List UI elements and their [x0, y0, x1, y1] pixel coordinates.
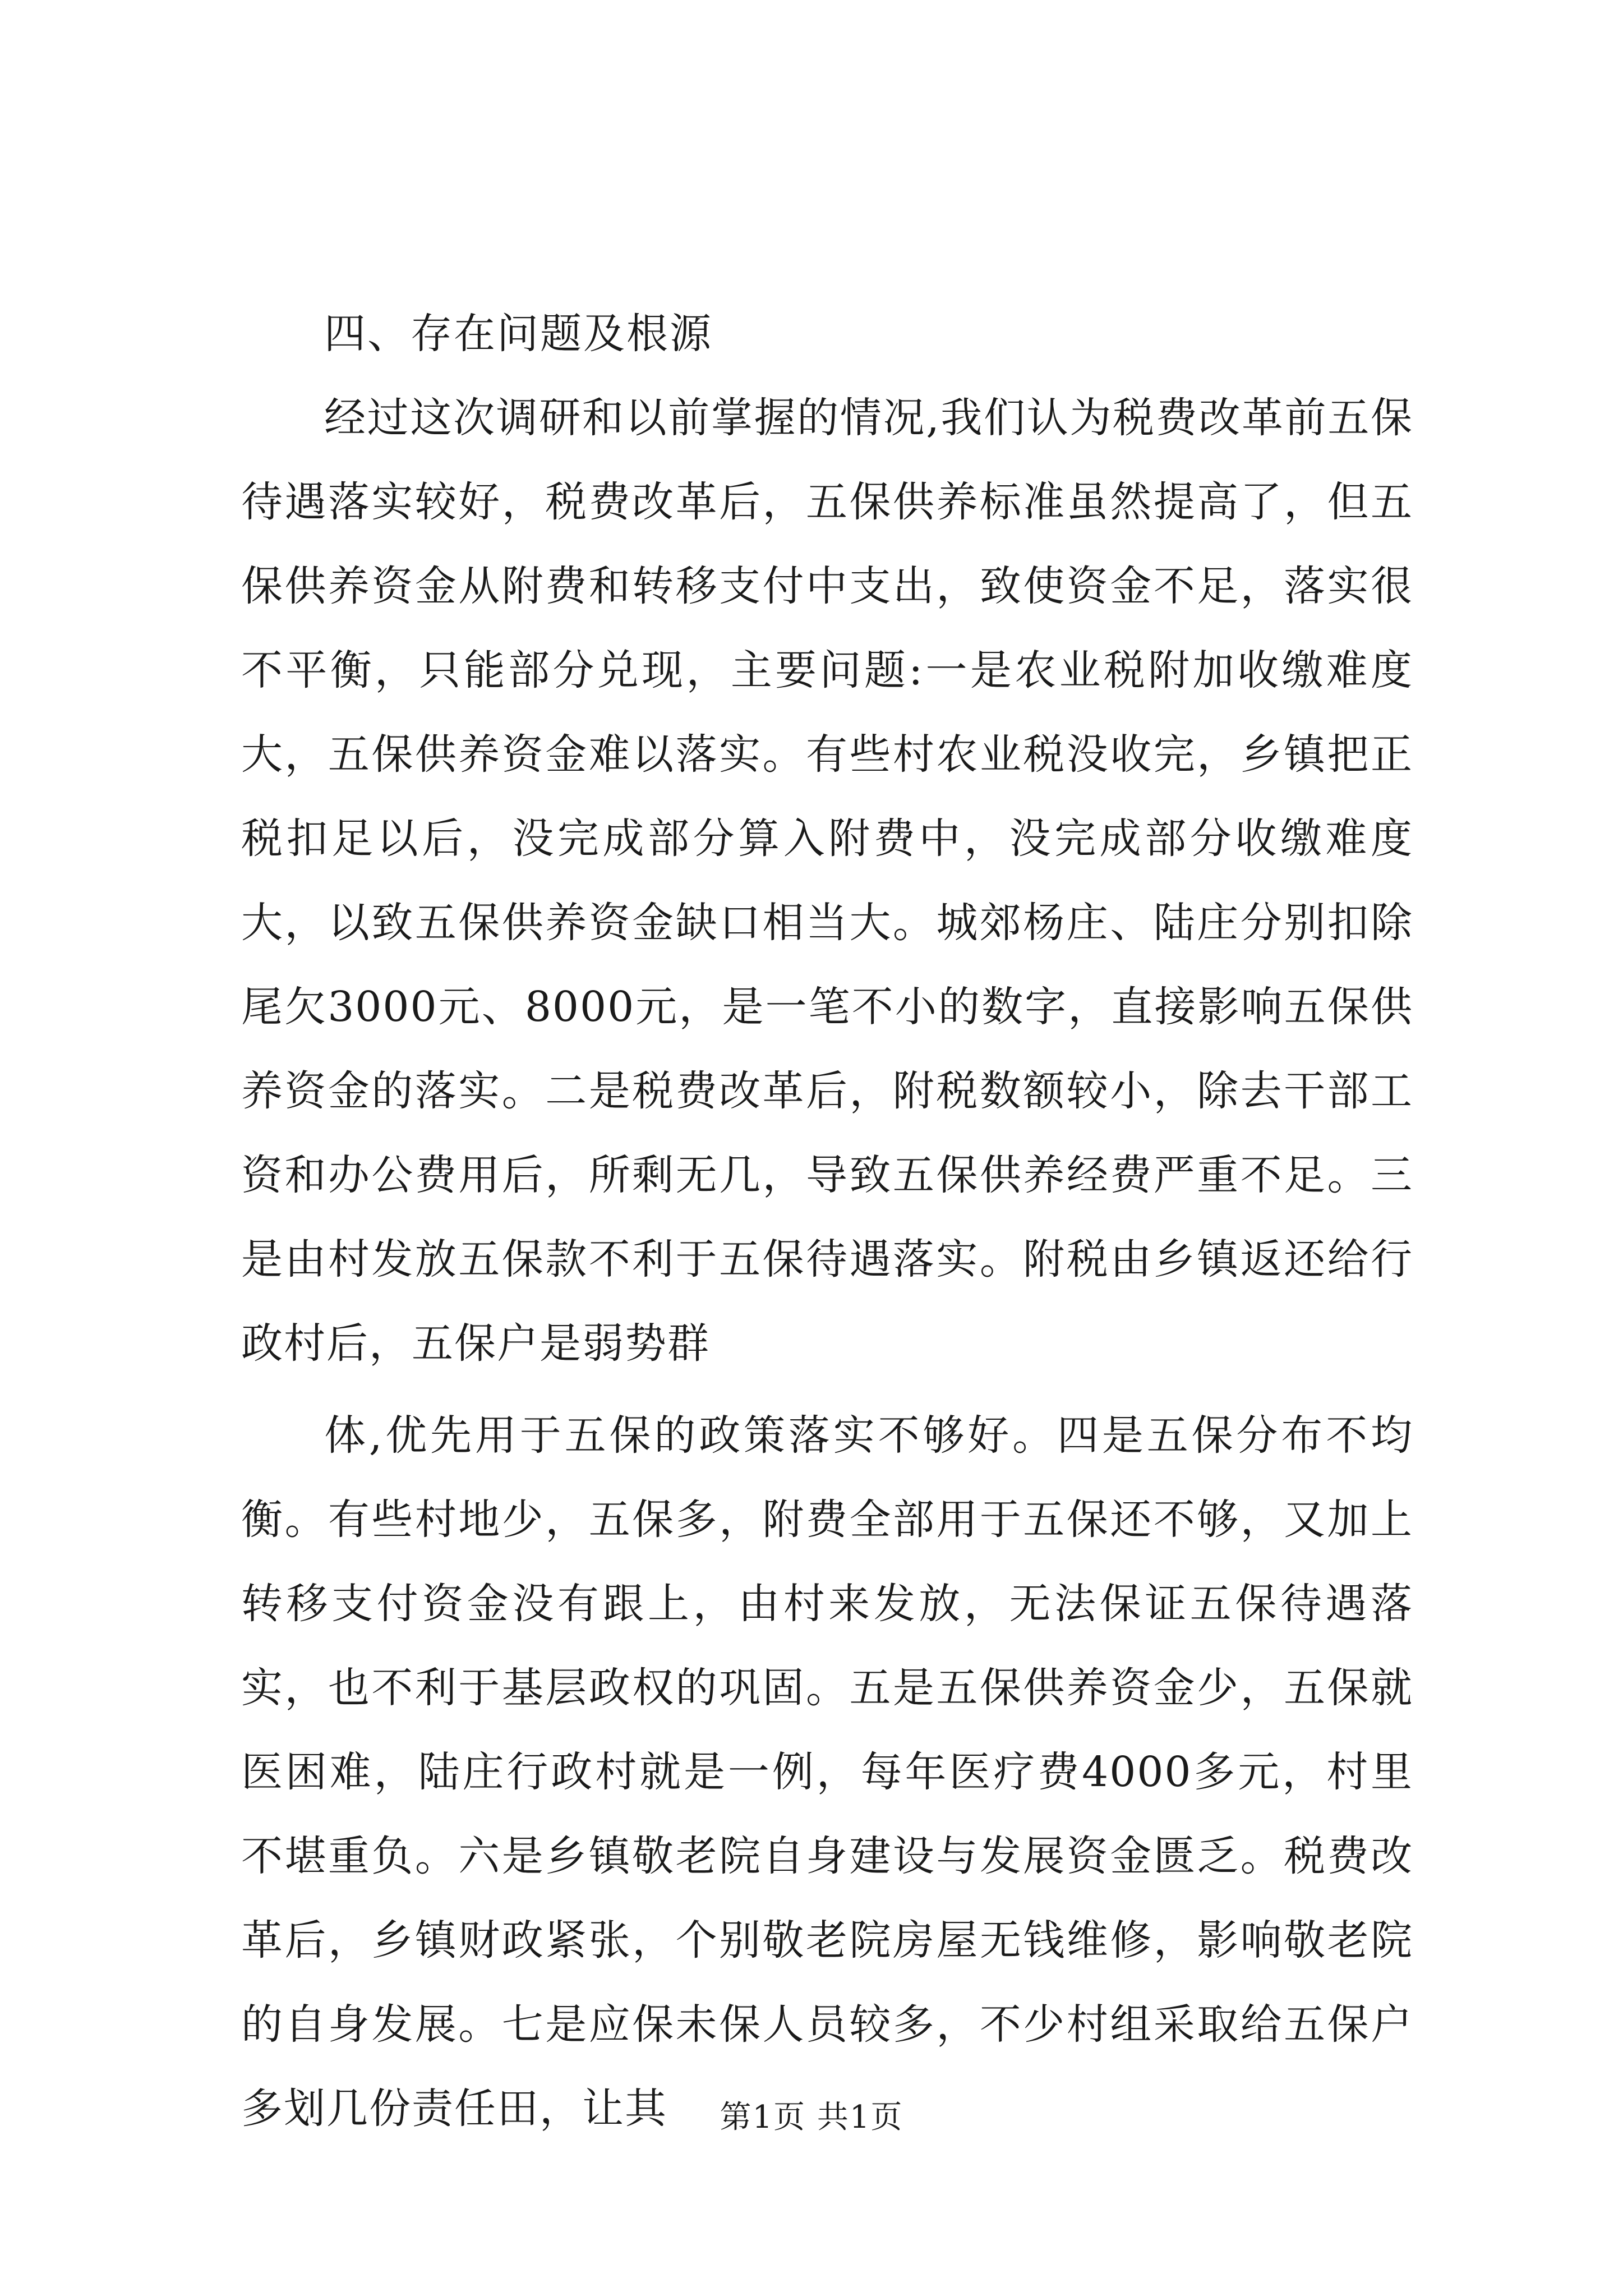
paragraph-1: 经过这次调研和以前掌握的情况,我们认为税费改革前五保待遇落实较好，税费改革后，五保供养标准虽然提高了，但五保供养资金从附费和转移支付中支出，致使资金不足，落实很不平衡，只能部分兑现，主要问题:一是农业税附加收缴难度大，五保供养资金难以落实。有些村农业税没收完，乡镇把正税扣足以后，没完成部分算入附费中，没完成部分收缴难度大，以致五保供养资金缺口相当大。城郊杨庄、陆庄分别扣除尾欠3000元、8000元，是一笔不小的数字，直接影响五保供养资金的落实。二是税费改革后，附税数额较小，除去干部工资和办公费用后，所剩无几，导致五保供养经费严重不足。三是由村发放五保款不利于五保待遇落实。附税由乡镇返还给行政村后，五保户是弱势群 — [241, 394, 1413, 1368]
paragraph-2: 体,优先用于五保的政策落实不够好。四是五保分布不均衡。有些村地少，五保多，附费全部用于五保还不够，又加上转移支付资金没有跟上，由村来发放，无法保证五保待遇落实，也不利于基层政权的巩固。五是五保供养资金少，五保就医困难，陆庄行政村就是一例，每年医疗费4000多元，村里不堪重负。六是乡镇敬老院自身建设与发展资金匮乏。税费改革后，乡镇财政紧张，个别敬老院房屋无钱维修，影响敬老院的自身发展。七是应保未保人员较多，不少村组采取给五保户多划几份责任田，让其 — [241, 1411, 1413, 2133]
document-body — [241, 292, 1413, 2151]
section-heading: 四、存在问题及根源 — [324, 310, 713, 358]
page-number-footer: 第1页 共1页 — [720, 2099, 903, 2136]
